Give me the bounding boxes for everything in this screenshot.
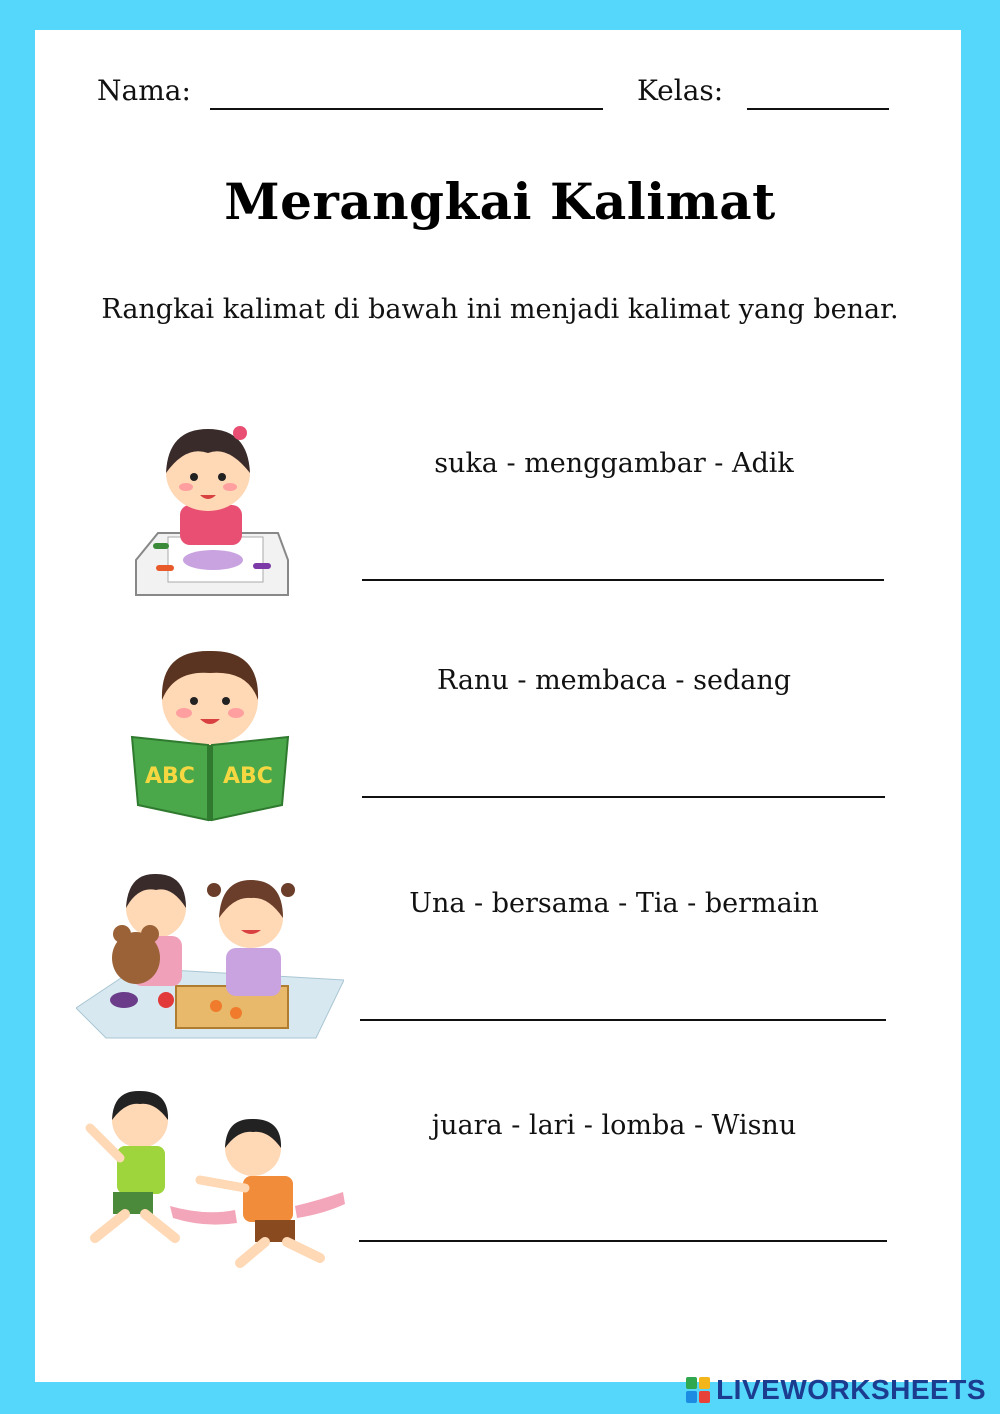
exercise-1-prompt: suka - menggambar - Adik xyxy=(434,448,794,479)
exercise-4-answer-line[interactable] xyxy=(359,1240,887,1242)
name-label: Nama: xyxy=(97,74,191,107)
svg-text:ABC: ABC xyxy=(145,764,195,789)
exercise-2-prompt: Ranu - membaca - sedang xyxy=(436,665,792,696)
svg-text:ABC: ABC xyxy=(223,764,273,789)
girls-playing-picnic-icon xyxy=(76,868,344,1047)
exercise-1-answer-line[interactable] xyxy=(362,579,884,581)
brand-text: LIVEWORKSHEETS xyxy=(716,1374,986,1405)
liveworksheets-logo-icon xyxy=(686,1377,710,1403)
boys-running-race-icon xyxy=(75,1088,347,1272)
exercise-3-prompt: Una - bersama - Tia - bermain xyxy=(409,888,819,919)
page-title: Merangkai Kalimat xyxy=(224,172,776,231)
exercise-2-answer-line[interactable] xyxy=(362,796,885,798)
exercise-3-answer-line[interactable] xyxy=(360,1019,886,1021)
liveworksheets-brand[interactable] xyxy=(686,1374,986,1406)
instruction-text: Rangkai kalimat di bawah ini menjadi kalimat yang benar. xyxy=(101,294,899,325)
girl-drawing-icon xyxy=(128,415,293,604)
class-label: Kelas: xyxy=(637,74,724,107)
name-field[interactable] xyxy=(210,108,603,110)
class-field[interactable] xyxy=(747,108,889,110)
boy-reading-book-icon xyxy=(130,645,290,829)
exercise-4-prompt: juara - lari - lomba - Wisnu xyxy=(431,1110,797,1141)
